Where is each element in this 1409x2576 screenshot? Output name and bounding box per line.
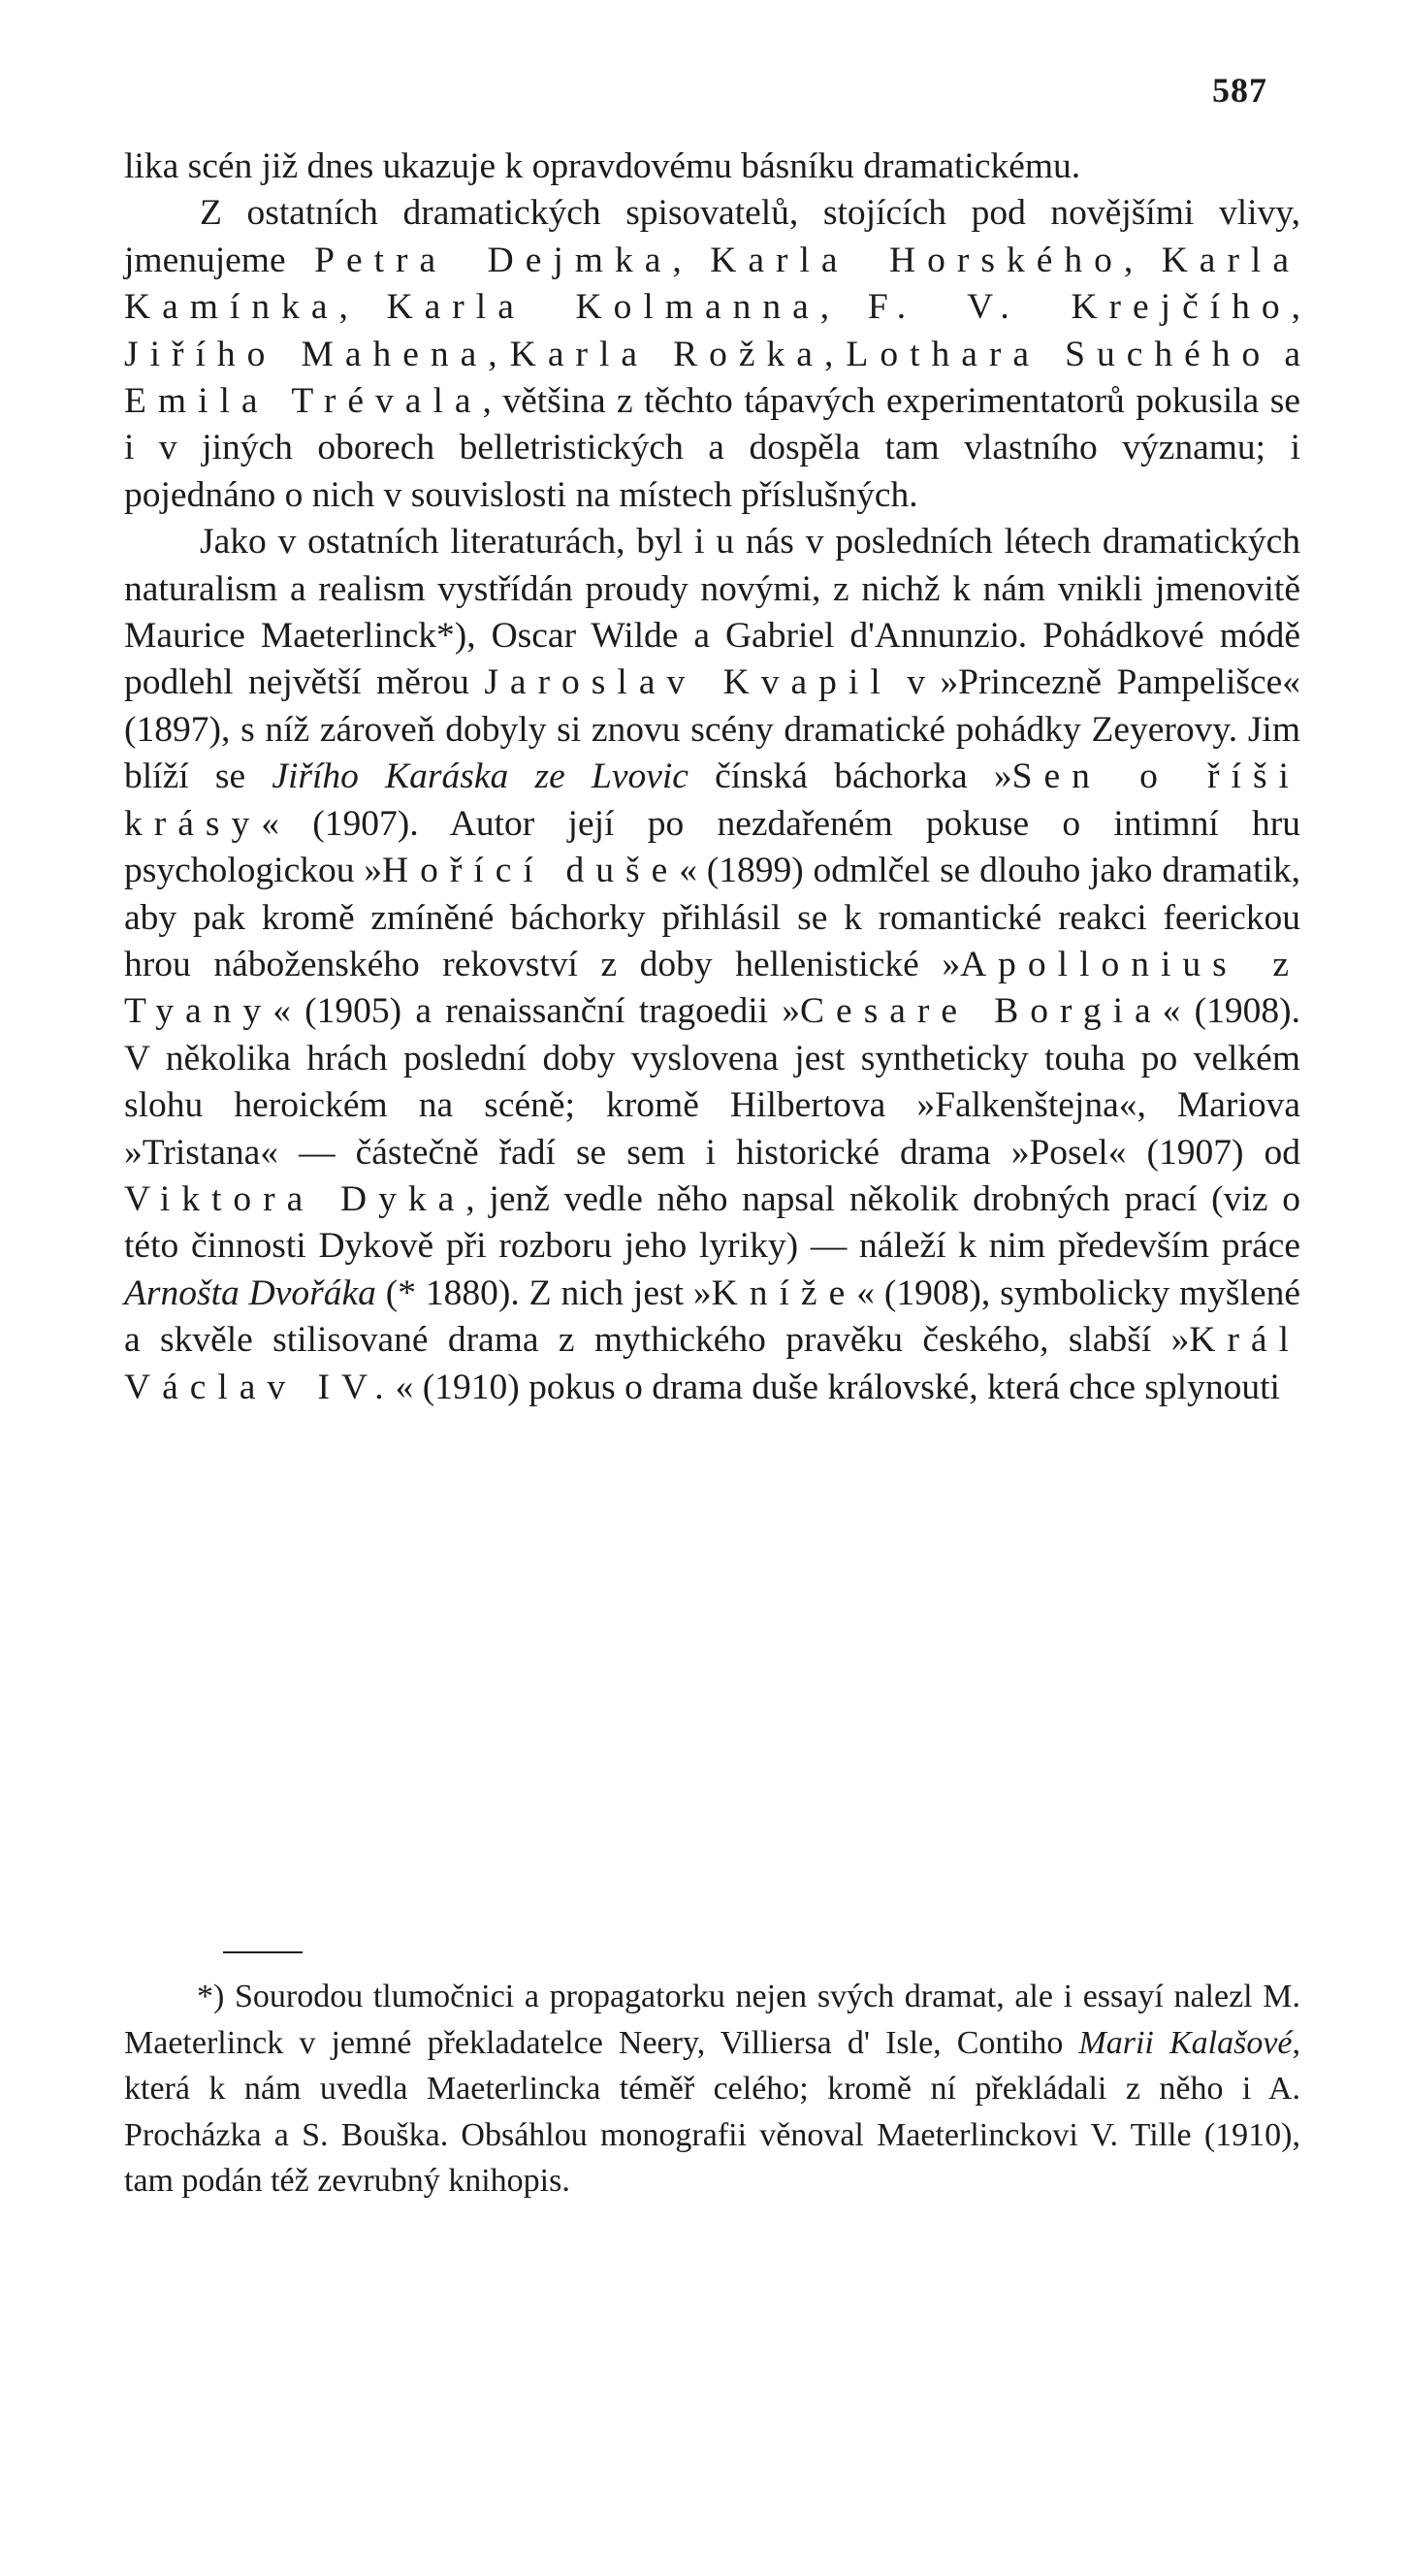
person-name-italic: Marii Kalašové xyxy=(1078,2024,1293,2061)
text-run: « (1899) odmlčel se dlouho jako dramatik, aby pak kromě zmíněné báchorky přihlásil se k romantické reakci feerickou hrou náboženského rekovství z doby hellenistické » xyxy=(124,851,1300,984)
text-run: , většina z těchto tápavých experimentatorů pokusila se i v jiných oborech belletristických a dospěla tam vlastního významu; i pojednáno o nich v souvislosti na místech příslušných. xyxy=(124,381,1301,515)
main-text xyxy=(124,144,1300,1411)
text-run: , xyxy=(338,287,387,328)
author-name: Karla Kamínka xyxy=(124,240,1300,328)
work-title: Sen o říši krásy xyxy=(124,757,1300,844)
work-title: Kníže xyxy=(711,1272,857,1313)
text-run: a xyxy=(1271,334,1300,374)
text-run: *) Sourodou tlumočnici a propagatorku nejen svých dramat, ale i essayí nalezl M. Maeterlinck v jemné překladatelce Neery, Villiersa d' Isle, Contiho xyxy=(124,1979,1300,2061)
author-name: Petra Dejmka xyxy=(314,240,673,280)
author-name: Karla Rožka xyxy=(509,334,824,374)
paragraph-2 xyxy=(124,190,1300,519)
text-run: , jenž vedle něho napsal několik drobných prací (viz o této činnosti Dykově při rozboru jeho lyriky) — náleží k nim především práce xyxy=(124,1178,1300,1267)
text-run: v »Princezně Pampelišce« (1897), s níž zároveň dobyly si znovu scény dramatické pohádky Zeyerovy. Jim blíží se xyxy=(124,662,1301,797)
author-name: Jaroslav Kvapil xyxy=(484,662,892,703)
text-run: , xyxy=(1123,240,1162,280)
author-name: Karla Kolmanna xyxy=(386,287,820,328)
paragraph-1: lika scén již dnes ukazuje k opravdovému básníku dramatickému. xyxy=(124,146,1081,186)
footnote-separator xyxy=(223,1951,303,1953)
footnote xyxy=(124,1974,1300,2205)
text-run: , xyxy=(823,334,847,374)
author-name: Lothara Suchého xyxy=(846,334,1272,374)
footnote-paragraph xyxy=(124,1974,1300,2205)
text-run: « (1905) a renaissanční tragoedii » xyxy=(272,991,801,1032)
text-run: (* 1880). Z nich jest » xyxy=(375,1272,712,1313)
author-name: Karla Horského xyxy=(710,240,1124,280)
work-title: Král Václav IV. xyxy=(124,1320,1300,1407)
author-name-italic: Arnošta Dvořáka xyxy=(124,1272,376,1313)
work-title: Apollonius z Tyany xyxy=(124,944,1300,1032)
work-title: Cesare Borgia xyxy=(800,991,1163,1032)
text-run: « (1907). Autor její po nezdařeném pokuse o intimní hru psychologickou » xyxy=(124,803,1300,891)
text-run: Jako v ostatních literaturách, byl i u nás v posledních létech dramatických naturalism a realism vystřídán proudy novými, z nichž k nám vnikli jmenovitě Maurice Maeterlinck*), Oscar Wilde a Gabriel d'Annunzio. Pohádkové módě podlehl největší měrou xyxy=(124,522,1300,703)
paragraph-3 xyxy=(124,519,1300,1411)
text-run: , xyxy=(1291,287,1301,328)
author-name: Jiřího Mahena xyxy=(124,334,489,374)
page-number: 587 xyxy=(1212,71,1267,110)
text-run: , xyxy=(672,240,711,280)
text-run: « (1908). V několika hrách poslední doby vyslovena jest syntheticky touha po velkém slohu heroickém na scéně; kromě Hilbertova »Falkenštejna«, Mariova »Tristana« — částečně řadí se sem i historické drama »Posel« (1907) od xyxy=(124,991,1300,1173)
text-run: , xyxy=(488,334,510,374)
author-name: F. V. Krejčího xyxy=(867,287,1292,328)
text-run: « (1908), symbolicky myšlené a skvěle stilisované drama z mythického pravěku českého, slabší » xyxy=(124,1272,1300,1361)
author-name-italic: Jiřího Karáska ze Lvovic xyxy=(272,757,688,797)
text-run: Z ostatních dramatických spisovatelů, stojících pod novějšími vlivy, jmenujeme xyxy=(124,193,1300,280)
author-name: Emila Trévala xyxy=(124,381,483,422)
text-run: , xyxy=(819,287,868,328)
text-run: , která k nám uvedla Maeterlincka téměř celého; kromě ní překládali z něho i A. Procházka a S. Bouška. Obsáhlou monografii věnoval Maeterlinckovi V. Tille (1910), tam podán též zevrubný knihopis. xyxy=(124,2024,1300,2199)
work-title: Hořící duše xyxy=(381,851,680,891)
text-run: « (1910) pokus o drama duše královské, která chce splynouti xyxy=(395,1367,1280,1407)
text-run: čínská báchorka » xyxy=(688,757,1012,797)
author-name: Viktora Dyka xyxy=(124,1178,466,1219)
